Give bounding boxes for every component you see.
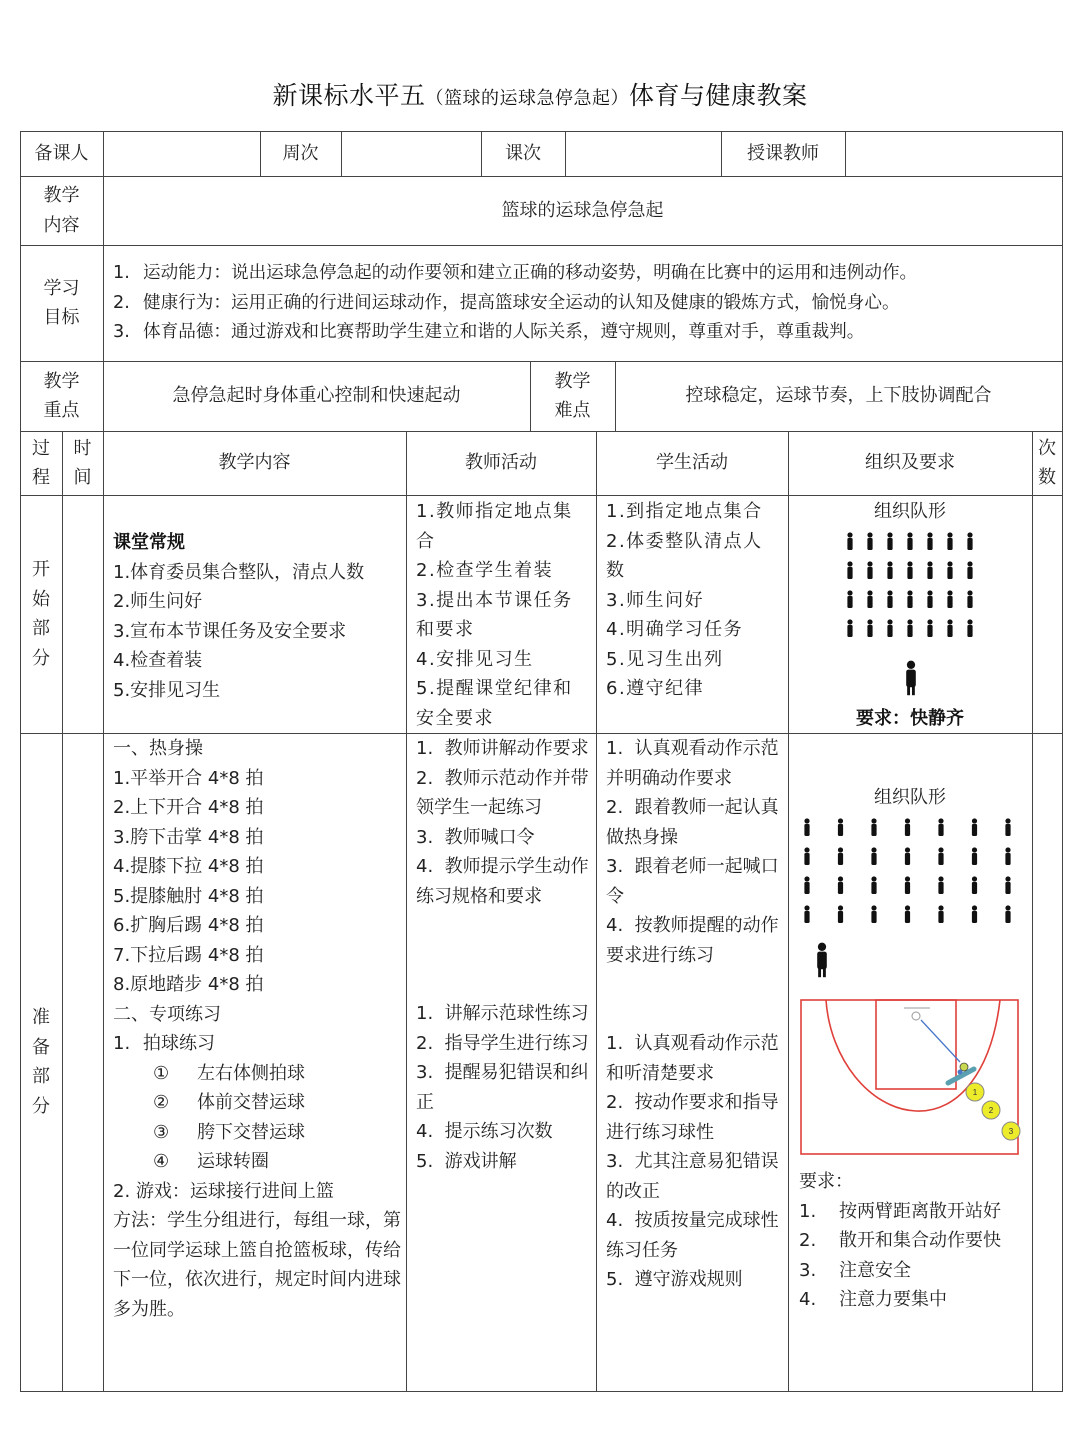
start-teacher: [416, 497, 588, 733]
activity-num: 1.: [606, 1033, 624, 1054]
content-label-2: 内容: [43, 214, 80, 236]
key-points-label: [20, 361, 103, 431]
marker-label: 2: [988, 1106, 994, 1115]
student-figure: [887, 619, 892, 637]
routine-title: 课堂常规: [113, 532, 185, 553]
routine-item: 2.师生问好: [113, 591, 203, 612]
activity-num: 4.: [416, 856, 434, 877]
col-content: 教学内容: [218, 452, 291, 474]
start-student: [606, 497, 780, 704]
drill-item-text: 运球转圈: [197, 1151, 269, 1172]
teacher-figure: [906, 661, 916, 696]
teacher-item: 2.检查学生着装: [416, 560, 554, 581]
warmup-item: 6.扩胸后踢 4*8 拍: [113, 915, 264, 936]
student-figure: [927, 619, 932, 637]
col-teacher: 教师活动: [465, 452, 537, 474]
objectives-label-2: 目标: [43, 307, 80, 328]
req-num: 3.: [799, 1259, 817, 1281]
lesson-value[interactable]: [566, 132, 720, 175]
objective-text: 体育品德：通过游戏和比赛帮助学生建立和谐的人际关系，遵守规则，尊重对手，尊重裁判。: [143, 322, 865, 342]
objective-text: 运动能力：说出运球急停急起的动作要领和建立正确的移动姿势，明确在比赛中的运用和违例动作。: [143, 263, 918, 283]
activity-text: 教师示范动作并带领学生一起练习: [416, 767, 589, 818]
activity-num: 1.: [606, 738, 624, 759]
student-figure: [927, 532, 932, 550]
req-num: 1.: [799, 1200, 817, 1222]
start-org-requirement: 要求：快静齐: [856, 707, 964, 729]
student-activity: [606, 1265, 782, 1295]
special-title: 二、专项练习: [113, 1003, 221, 1025]
student-activity: [606, 852, 782, 911]
activity-num: 5.: [606, 1269, 624, 1290]
student-figure: [804, 905, 809, 923]
student-figures: [847, 532, 972, 637]
grid-line: [103, 131, 104, 1392]
student-item: 2.体委整队清点人数: [606, 530, 763, 581]
activity-text: 教师提示学生动作练习规格和要求: [416, 856, 589, 907]
warmup-item: 2.上下开合 4*8 拍: [113, 797, 264, 818]
activity-num: 5.: [416, 1150, 434, 1172]
activity-text: 按动作要求和指导进行练习球性: [606, 1092, 779, 1143]
student-figure: [947, 619, 952, 637]
req-text: 注意安全: [839, 1259, 911, 1281]
col-count: [1032, 431, 1062, 495]
drill-item: [113, 1147, 403, 1177]
activity-num: 1.: [416, 1003, 434, 1024]
student-figure: [804, 876, 809, 894]
student-figure: [1005, 905, 1010, 923]
difficulty-value: 控球稳定，运球节奏，上下肢协调配合: [685, 385, 992, 407]
difficulty-label-1: 教学: [554, 370, 591, 392]
activity-text: 教师讲解动作要求: [444, 738, 589, 759]
drill-num: 1.: [113, 1033, 131, 1054]
student-figure: [947, 561, 952, 579]
student-figure: [967, 619, 972, 637]
student-figure: [1005, 847, 1010, 865]
teacher-activity: [416, 852, 590, 911]
activity-text: 尤其注意易犯错误的改正: [606, 1151, 779, 1202]
req-title: 要求：: [799, 1171, 853, 1192]
req-num: 4.: [799, 1289, 817, 1310]
student-figure: [838, 818, 843, 836]
title-main-2: 体育与健康教案: [629, 81, 808, 110]
activity-num: 2.: [606, 1092, 624, 1113]
student-figure: [847, 619, 852, 637]
activity-text: 提醒易犯错误和纠正: [416, 1062, 589, 1113]
activity-text: 跟着教师一起认真做热身操: [606, 797, 779, 848]
marker-3: [1002, 1122, 1020, 1140]
phase-char: 分: [32, 647, 50, 669]
phase-char: 备: [32, 1036, 50, 1058]
student-figure: [967, 561, 972, 579]
content-value: 篮球的运球急停急起: [501, 199, 664, 221]
grid-line: [406, 431, 407, 1392]
student-figure: [847, 561, 852, 579]
student-figure: [867, 532, 872, 550]
student-figure: [871, 876, 876, 894]
grid-line: [1062, 131, 1063, 1392]
student-item: 1.到指定地点集合: [606, 501, 763, 522]
activity-num: 4.: [606, 915, 624, 936]
warmup-item: 3.胯下击掌 4*8 拍: [113, 826, 264, 848]
prep-formation: [795, 812, 1025, 982]
student-figure: [907, 532, 912, 550]
key-points-label-1: 教学: [43, 370, 80, 392]
page-title: [0, 76, 1080, 112]
warmup-item: 7.下拉后踢 4*8 拍: [113, 944, 264, 966]
prep-teacher-warmup: [416, 734, 590, 911]
activity-text: 教师喊口令: [444, 826, 535, 848]
marker-label: 1: [972, 1088, 978, 1097]
req-text: 按两臂距离散开站好: [839, 1200, 1001, 1222]
key-points-value: 急停急起时身体重心控制和快速起动: [172, 385, 461, 407]
student-figure: [905, 818, 910, 836]
student-figure: [972, 847, 977, 865]
warmup-item: 8.原地踏步 4*8 拍: [113, 974, 264, 995]
req-item: [799, 1285, 1029, 1315]
content-label-1: 教学: [43, 185, 80, 206]
student-figure: [1005, 876, 1010, 894]
marker-label: 3: [1008, 1127, 1014, 1136]
student-figure: [938, 818, 943, 836]
objectives-label-1: 学习: [43, 277, 80, 299]
prep-content: [113, 734, 403, 1324]
phase-char: 准: [32, 1007, 50, 1028]
routine-item: 3.宣布本节课任务及安全要求: [113, 620, 347, 642]
start-phase-label: [20, 495, 62, 733]
drill-item-num: ③: [153, 1121, 170, 1143]
drill-item-num: ②: [153, 1092, 170, 1113]
drill-item-num: ①: [153, 1062, 170, 1084]
court-boundary: [801, 1000, 1018, 1154]
col-organization: 组织及要求: [865, 452, 955, 474]
teacher-activity: [416, 764, 590, 823]
student-figure: [938, 876, 943, 894]
student-figure: [867, 561, 872, 579]
student-activity: [606, 734, 782, 793]
req-item: [799, 1197, 1029, 1227]
routine-item: 4.检查着装: [113, 650, 203, 671]
warmup-item: 5.提膝触肘 4*8 拍: [113, 885, 264, 907]
activity-num: 4.: [606, 1210, 624, 1231]
student-figure: [938, 905, 943, 923]
student-item: 3.师生问好: [606, 589, 705, 611]
student-figure: [905, 847, 910, 865]
objective-num: 1.: [113, 263, 130, 283]
drill-text: 拍球练习: [143, 1033, 215, 1054]
student-figure: [972, 905, 977, 923]
activity-text: 按教师提醒的动作要求进行练习: [606, 915, 779, 966]
objective-num: 2.: [113, 292, 130, 313]
student-figure: [967, 590, 972, 608]
objectives-label: [20, 245, 103, 361]
student-item: 6.遵守纪律: [606, 678, 705, 699]
student-item: 4.明确学习任务: [606, 619, 744, 640]
activity-num: 3.: [606, 856, 624, 877]
col-count-1: 次: [1038, 437, 1056, 459]
activity-text: 按质按量完成球性练习任务: [606, 1210, 779, 1261]
prep-phase-label: [20, 733, 62, 1391]
student-figure: [804, 847, 809, 865]
req-text: 散开和集合动作要快: [839, 1230, 1001, 1251]
student-figure: [927, 590, 932, 608]
col-time: [62, 431, 103, 495]
court-diagram: [800, 999, 1020, 1157]
student-figure: [871, 818, 876, 836]
student-figure: [938, 847, 943, 865]
phase-char: 部: [32, 618, 50, 639]
student-activity: [606, 911, 782, 970]
phase-char: 部: [32, 1066, 50, 1087]
preparer-value[interactable]: [104, 132, 259, 175]
activity-num: 3.: [606, 1151, 624, 1172]
req-text: 注意力要集中: [839, 1289, 947, 1310]
warmup-title: 一、热身操: [113, 738, 203, 759]
student-activity: [606, 1147, 782, 1206]
student-figure: [972, 818, 977, 836]
teacher-activity: [416, 1117, 590, 1147]
col-time-2: 间: [73, 467, 92, 488]
student-figure: [838, 876, 843, 894]
difficulty-label-2: 难点: [554, 400, 591, 421]
teacher-activity: [416, 1147, 590, 1177]
student-figure: [867, 619, 872, 637]
activity-text: 游戏讲解: [444, 1150, 517, 1172]
objective-item: [113, 259, 1058, 289]
objective-item: [113, 318, 1058, 348]
activity-text: 认真观看动作示范并明确动作要求: [606, 738, 779, 789]
drill-item-text: 胯下交替运球: [197, 1121, 305, 1143]
routine-item: 5.安排见习生: [113, 679, 221, 701]
week-value[interactable]: [342, 132, 480, 175]
activity-num: 4.: [416, 1121, 434, 1142]
col-process-2: 程: [32, 467, 50, 488]
student-figure: [871, 847, 876, 865]
activity-text: 提示练习次数: [444, 1121, 553, 1142]
teacher-figure: [817, 943, 827, 978]
phase-char: 始: [32, 588, 50, 610]
student-figure: [847, 532, 852, 550]
teacher-activity: [416, 1029, 590, 1059]
col-process: [20, 431, 62, 495]
prep-requirements: [799, 1167, 1029, 1315]
difficulty-label: [530, 361, 615, 431]
req-item: [799, 1256, 1029, 1286]
req-num: 2.: [799, 1230, 817, 1251]
col-count-2: 数: [1038, 467, 1056, 488]
game-method: 方法：学生分组进行，每组一球，第一位同学运球上篮自抢篮板球，传给下一位，依次进行，规定时间内进球多为胜。: [113, 1210, 401, 1320]
student-figure: [804, 818, 809, 836]
warmup-item: 1.平举开合 4*8 拍: [113, 767, 264, 789]
student-figure: [905, 876, 910, 894]
student-figure: [947, 590, 952, 608]
teacher-activity: [416, 734, 590, 764]
activity-num: 2.: [606, 797, 624, 818]
start-org-title: 组织队形: [874, 500, 946, 522]
student-figure: [887, 532, 892, 550]
grid-line: [596, 431, 597, 1392]
warmup-item: 4.提膝下拉 4*8 拍: [113, 856, 264, 877]
drill-item: [113, 1118, 403, 1148]
grid-line: [1032, 431, 1033, 1392]
grid-line: [20, 245, 1063, 246]
activity-num: 3.: [416, 1062, 434, 1083]
activity-text: 认真观看动作示范和听清楚要求: [606, 1033, 779, 1084]
teacher-item: 3.提出本节课任务和要求: [416, 589, 573, 640]
student-figure: [907, 619, 912, 637]
start-formation: [840, 530, 980, 690]
activity-num: 1.: [416, 738, 434, 759]
key-points-label-2: 重点: [43, 400, 80, 421]
objective-item: [113, 289, 1058, 319]
col-time-1: 时: [73, 437, 92, 459]
objectives-list: [113, 259, 1058, 348]
student-figure: [847, 590, 852, 608]
objective-num: 3.: [113, 322, 130, 342]
marker-1: [966, 1083, 984, 1101]
student-figures: [804, 818, 1010, 923]
student-figure: [887, 561, 892, 579]
student-figure: [907, 561, 912, 579]
student-figure: [905, 905, 910, 923]
activity-text: 跟着老师一起喊口令: [606, 856, 779, 907]
grid-line: [62, 431, 63, 1392]
game-title: 2. 游戏：运球接行进间上篮: [113, 1180, 334, 1202]
teacher-activity: [416, 999, 590, 1029]
objective-text: 健康行为：运用正确的行进间运球动作，提高篮球安全运动的认知及健康的锻炼方式，愉悦身心。: [143, 292, 900, 313]
student-activity: [606, 793, 782, 852]
teacher-item: 1.教师指定地点集合: [416, 501, 573, 552]
student-figure: [867, 590, 872, 608]
student-figure: [838, 847, 843, 865]
drill-item-text: 体前交替运球: [197, 1092, 305, 1113]
marker-2: [982, 1101, 1000, 1119]
student-figure: [1005, 818, 1010, 836]
student-figure: [967, 532, 972, 550]
start-content: [113, 528, 403, 705]
teacher-label: 授课教师: [747, 142, 819, 164]
student-figure: [871, 905, 876, 923]
drill-item: [113, 1059, 403, 1089]
activity-num: 2.: [416, 767, 434, 789]
student-figure: [907, 590, 912, 608]
teacher-item: 4.安排见习生: [416, 648, 534, 670]
col-student: 学生活动: [656, 452, 728, 474]
activity-text: 指导学生进行练习: [444, 1032, 589, 1054]
student-figure: [887, 590, 892, 608]
drill-item: [113, 1088, 403, 1118]
student-item: 5.见习生出列: [606, 648, 724, 670]
activity-text: 遵守游戏规则: [634, 1269, 743, 1290]
activity-num: 3.: [416, 826, 434, 848]
prep-student-drill: [606, 1029, 782, 1295]
drill-title: [113, 1029, 403, 1059]
activity-text: 讲解示范球性练习: [444, 1003, 589, 1024]
preparer-label: 备课人: [34, 142, 89, 164]
req-item: [799, 1226, 1029, 1256]
phase-char: 开: [32, 559, 50, 580]
prep-org-title: 组织队形: [874, 786, 946, 808]
student-figure: [972, 876, 977, 894]
student-figure: [947, 532, 952, 550]
teacher-activity: [416, 1058, 590, 1117]
lesson-label: 课次: [505, 142, 541, 164]
teacher-value[interactable]: [846, 132, 1061, 175]
drill-item-num: ④: [153, 1151, 170, 1172]
student-activity: [606, 1206, 782, 1265]
week-label: 周次: [282, 142, 319, 164]
prep-teacher-drill: [416, 999, 590, 1176]
student-figure: [927, 561, 932, 579]
student-activity: [606, 1029, 782, 1088]
teacher-activity: [416, 823, 590, 853]
student-figure: [838, 905, 843, 923]
student-activity: [606, 1088, 782, 1147]
drill-item-text: 左右体侧拍球: [197, 1062, 305, 1084]
phase-char: 分: [32, 1095, 50, 1117]
grid-line: [788, 431, 789, 1392]
col-process-1: 过: [32, 437, 50, 459]
teacher-item: 5.提醒课堂纪律和安全要求: [416, 678, 573, 729]
title-subtitle: （篮球的运球急停急起）: [425, 88, 629, 109]
grid-line: [20, 1391, 1063, 1392]
activity-num: 2.: [416, 1032, 434, 1054]
content-label: [20, 176, 103, 245]
routine-item: 1.体育委员集合整队，清点人数: [113, 561, 365, 583]
prep-student-warmup: [606, 734, 782, 970]
title-main-1: 新课标水平五: [272, 81, 426, 110]
